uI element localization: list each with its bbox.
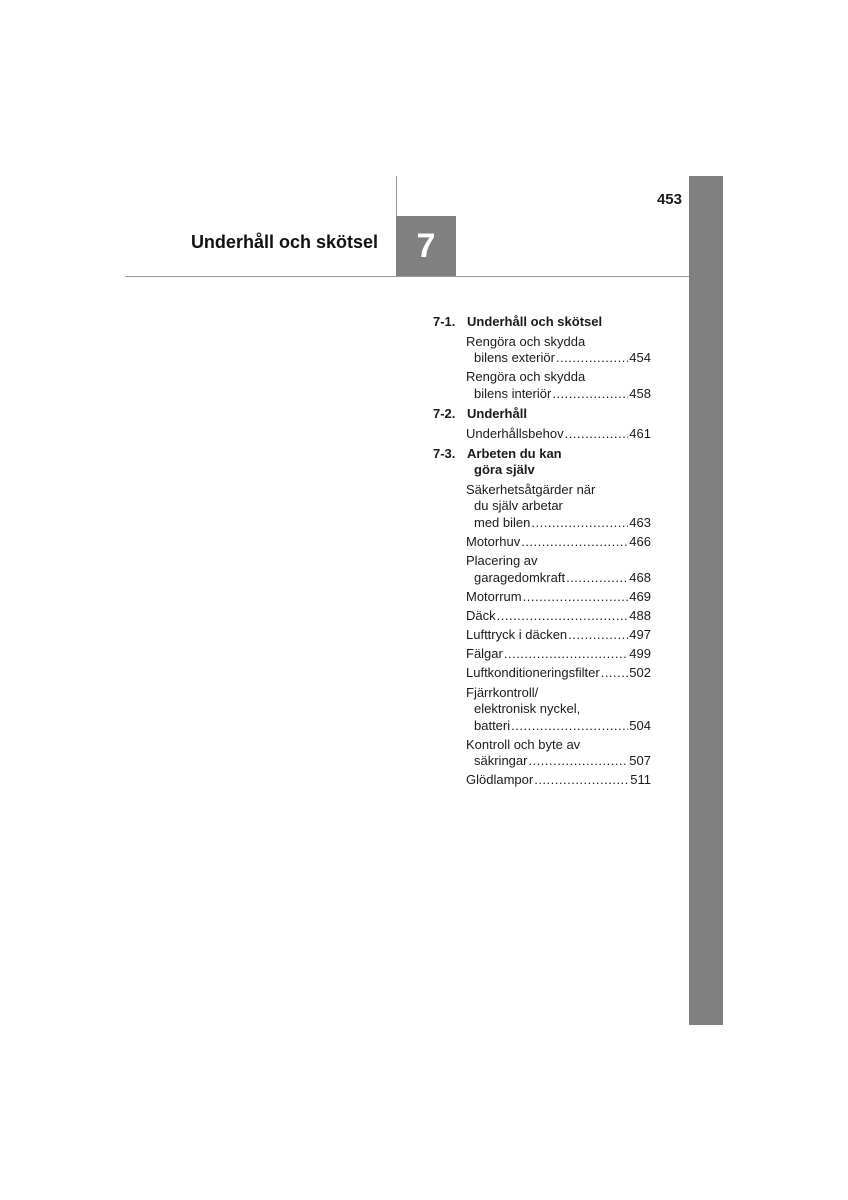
dot-leader — [601, 664, 629, 681]
dot-leader — [497, 607, 629, 624]
entry-page: 463 — [629, 515, 651, 530]
entry-page: 499 — [629, 646, 651, 661]
section-title: Underhåll och skötsel — [467, 314, 603, 329]
section-number: 7-2. — [433, 406, 456, 421]
entry-page: 469 — [629, 589, 651, 604]
entry-text: Glödlampor — [466, 772, 534, 787]
chapter-title: Underhåll och skötsel — [190, 232, 378, 252]
entry-text: Motorhuv — [466, 534, 521, 549]
horizontal-divider — [125, 276, 691, 277]
entry-text: Säkerhetsåtgärder när — [466, 482, 596, 497]
dot-leader — [521, 533, 628, 550]
entry-text: med bilen — [474, 515, 531, 530]
dot-leader — [556, 349, 628, 366]
entry-text: batteri — [474, 718, 511, 733]
chapter-number-box: 7 — [396, 216, 456, 276]
dot-leader — [566, 569, 628, 586]
entry-page: 488 — [629, 608, 651, 623]
entry-text: bilens exteriör — [474, 350, 555, 365]
dot-leader — [534, 771, 629, 788]
entry-page: 468 — [629, 570, 651, 585]
dot-leader — [552, 385, 628, 402]
entry-page: 458 — [629, 386, 651, 401]
entry-text: Luftkonditioneringsfilter — [466, 665, 600, 680]
dot-leader — [511, 717, 628, 734]
entry-page: 454 — [629, 350, 651, 365]
entry-page: 511 — [630, 772, 651, 787]
entry-text: säkringar — [474, 753, 528, 768]
entry-text: Däck — [466, 608, 496, 623]
entry-text: Underhållsbehov — [466, 426, 564, 441]
entry-text: Placering av — [466, 553, 538, 568]
page-number: 453 — [656, 191, 682, 208]
section-number: 7-1. — [433, 314, 456, 329]
chapter-thumb-tab — [689, 176, 723, 1025]
section-title: Underhåll — [467, 406, 527, 421]
entry-text: Motorrum — [466, 589, 522, 604]
dot-leader — [528, 752, 628, 769]
section-number: 7-3. — [433, 446, 456, 461]
entry-text: Lufttryck i däcken — [466, 627, 568, 642]
section-title: göra själv — [474, 462, 535, 477]
entry-page: 497 — [629, 627, 651, 642]
entry-text: garagedomkraft — [474, 570, 566, 585]
entry-text: Kontroll och byte av — [466, 737, 581, 752]
entry-page: 502 — [629, 665, 651, 680]
entry-text: Rengöra och skydda — [466, 334, 586, 349]
vertical-divider — [396, 176, 397, 216]
entry-page: 461 — [629, 426, 651, 441]
entry-text: Rengöra och skydda — [466, 369, 586, 384]
dot-leader — [565, 425, 629, 442]
entry-text: du själv arbetar — [474, 498, 563, 513]
entry-text: bilens interiör — [474, 386, 552, 401]
entry-text: elektronisk nyckel, — [474, 701, 581, 716]
dot-leader — [504, 645, 628, 662]
dot-leader — [531, 514, 628, 531]
dot-leader — [568, 626, 628, 643]
section-title: Arbeten du kan — [467, 446, 562, 461]
entry-page: 504 — [629, 718, 651, 733]
entry-page: 507 — [629, 753, 651, 768]
entry-text: Fälgar — [466, 646, 503, 661]
dot-leader — [523, 588, 629, 605]
entry-text: Fjärrkontroll/ — [466, 685, 539, 700]
entry-page: 466 — [629, 534, 651, 549]
